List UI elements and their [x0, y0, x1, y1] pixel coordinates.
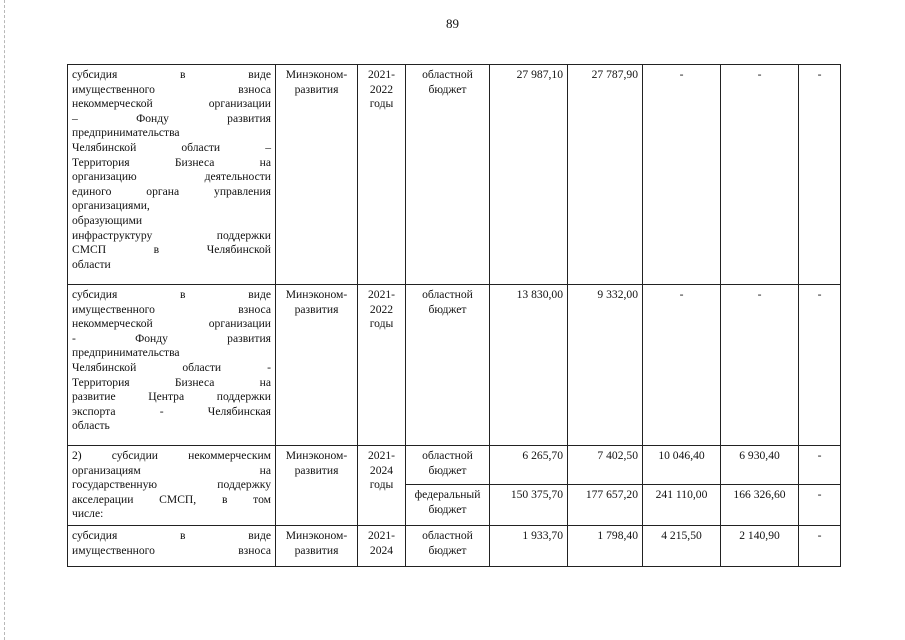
value-cell: -: [799, 65, 841, 285]
value-cell: 27 987,10: [490, 65, 568, 285]
value-cell: 2 140,90: [721, 526, 799, 567]
source-cell: областной бюджет: [406, 446, 490, 485]
value-cell: -: [721, 65, 799, 285]
value-cell: 150 375,70: [490, 485, 568, 526]
table-row: [68, 526, 841, 567]
executor-cell: Минэконом- развития: [276, 446, 358, 526]
value-cell: -: [799, 485, 841, 526]
value-cell: 1 798,40: [568, 526, 643, 567]
period-cell: 2021- 2024: [358, 526, 406, 567]
budget-table: [67, 64, 841, 567]
value-cell: 241 110,00: [643, 485, 721, 526]
value-cell: 4 215,50: [643, 526, 721, 567]
value-cell: 27 787,90: [568, 65, 643, 285]
value-cell: -: [643, 65, 721, 285]
description-cell: субсидия в виде имущественного взноса: [68, 526, 276, 567]
executor-cell: Минэконом- развития: [276, 65, 358, 285]
value-cell: -: [799, 526, 841, 567]
period-cell: 2021- 2022 годы: [358, 65, 406, 285]
value-cell: 13 830,00: [490, 285, 568, 446]
value-cell: -: [799, 285, 841, 446]
description-cell: субсидия в виде имущественного взноса некоммерческой организации – Фонду развития предпринимательства Челябинской области – Территория Бизнеса на организацию деятельности единого органа управления организациями, образующими инфраструктуру поддержки СМСП в Челябинской области: [68, 65, 276, 285]
description-cell: 2) субсидии некоммерческим организациям на государственную поддержку акселерации СМСП, в том числе:: [68, 446, 276, 526]
table-body: [68, 65, 841, 567]
source-cell: федеральный бюджет: [406, 485, 490, 526]
value-cell: 10 046,40: [643, 446, 721, 485]
source-cell: областной бюджет: [406, 526, 490, 567]
executor-cell: Минэконом- развития: [276, 285, 358, 446]
value-cell: -: [721, 285, 799, 446]
value-cell: -: [643, 285, 721, 446]
value-cell: -: [799, 446, 841, 485]
source-cell: областной бюджет: [406, 285, 490, 446]
page-number: 89: [446, 16, 459, 31]
value-cell: 177 657,20: [568, 485, 643, 526]
period-cell: 2021- 2022 годы: [358, 285, 406, 446]
table-row: [68, 446, 841, 485]
value-cell: 9 332,00: [568, 285, 643, 446]
value-cell: 6 930,40: [721, 446, 799, 485]
value-cell: 1 933,70: [490, 526, 568, 567]
period-cell: 2021- 2024 годы: [358, 446, 406, 526]
value-cell: 7 402,50: [568, 446, 643, 485]
table-row: [68, 285, 841, 446]
executor-cell: Минэконом- развития: [276, 526, 358, 567]
description-cell: субсидия в виде имущественного взноса некоммерческой организации - Фонду развития предпринимательства Челябинской области - Территория Бизнеса на развитие Центра поддержки экспорта - Челябинская область: [68, 285, 276, 446]
page-edge: [4, 0, 5, 640]
value-cell: 6 265,70: [490, 446, 568, 485]
table-row: [68, 65, 841, 285]
value-cell: 166 326,60: [721, 485, 799, 526]
source-cell: областной бюджет: [406, 65, 490, 285]
